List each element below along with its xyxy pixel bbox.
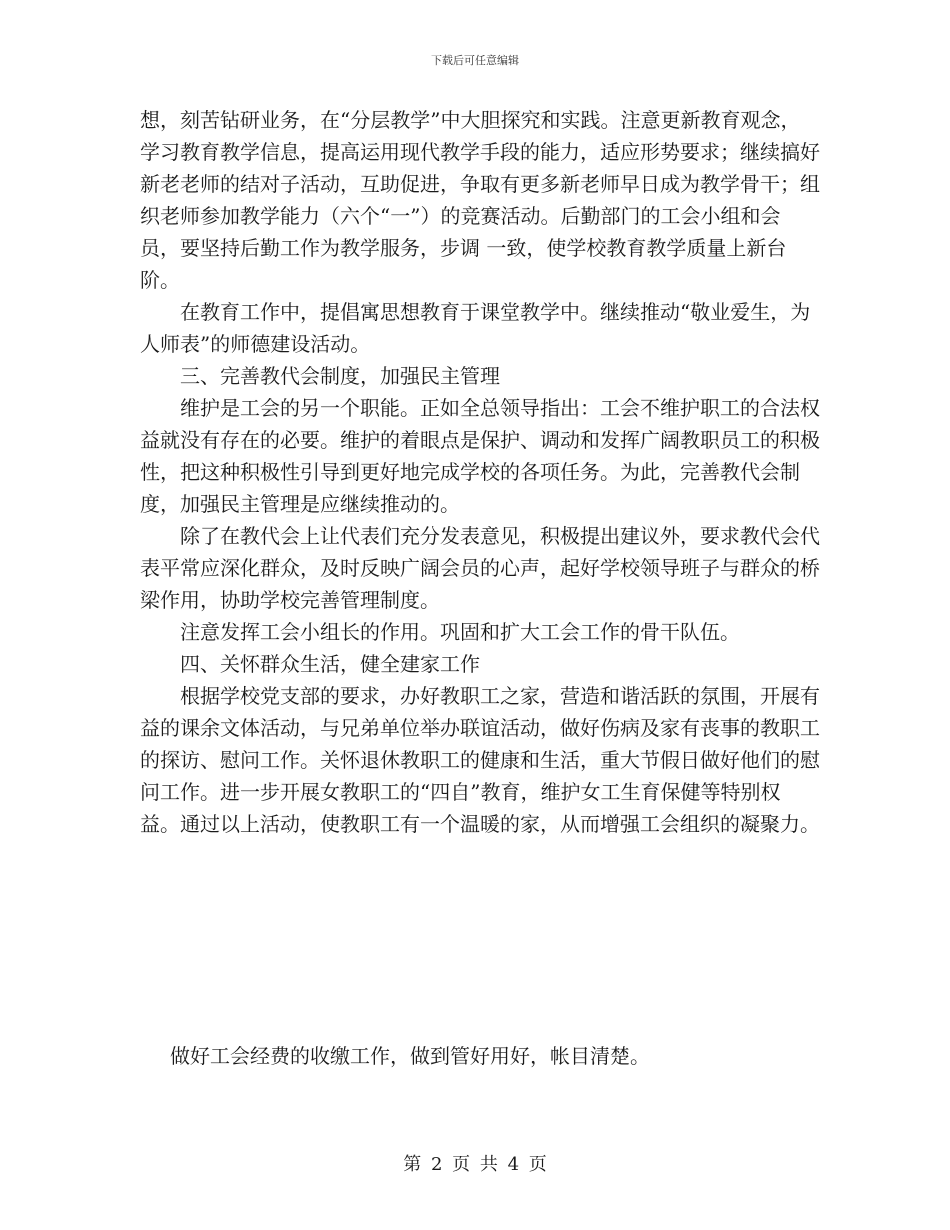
paragraph-group-leaders: 注意发挥工会小组长的作用。巩固和扩大工会工作的骨干队伍。 [180, 620, 740, 644]
paragraph-protection-role: 维护是工会的另一个职能。正如全总领导指出：工会不维护职工的合法权益就没有存在的必要。维护的着眼点是保护、调动和发挥广阔教职员工的积极性，把这种积极性引导到更好地完成学校的各项任务。为此，完善教代会制度，加强民主管理是应继续推动的。 [140, 396, 820, 516]
section-heading-4: 四、关怀群众生活，健全建家工作 [180, 652, 480, 676]
paragraph-congress-representatives: 除了在教代会上让代表们充分发表意见，积极提出建议外，要求教代会代表平常应深化群众，及时反映广阔会员的心声，起好学校领导班子与群众的桥梁作用，协助学校完善管理制度。 [140, 524, 820, 612]
page-number: 第 2 页 共 4 页 [403, 1154, 547, 1175]
paragraph-moral-education: 在教育工作中，提倡寓思想教育于课堂教学中。继续推动“敬业爱生，为人师表”的师德建设活动。 [140, 300, 811, 356]
paragraph-union-funds: 做好工会经费的收缴工作，做到管好用好，帐目清楚。 [170, 1044, 650, 1068]
paragraph-staff-welfare: 根据学校党支部的要求，办好教职工之家，营造和谐活跃的氛围，开展有益的课余文体活动，与兄弟单位举办联谊活动，做好伤病及家有丧事的教职工的探访、慰问工作。关怀退休教职工的健康和生活，重大节假日做好他们的慰问工作。进一步开展女教职工的“四自”教育，维护女工生育保健等特别权益。通过以上活动，使教职工有一个温暖的家，从而增强工会组织的凝聚力。 [140, 684, 820, 836]
paragraph-teaching-continuation: 想，刻苦钻研业务，在“分层教学”中大胆探究和实践。注意更新教育观念，学习教育教学信息，提高运用现代教学手段的能力，适应形势要求；继续搞好新老老师的结对子活动，互助促进，争取有更多新老师早日成为教学骨干；组织老师参加教学能力（六个“一”）的竞赛活动。后勤部门的工会小组和会员，要坚持后勤工作为教学服务，步调 一致，使学校教育教学质量上新台阶。 [140, 108, 820, 292]
page-header: 下载后可任意编辑 [431, 54, 519, 67]
section-heading-3: 三、完善教代会制度，加强民主管理 [180, 364, 500, 388]
document-body [140, 104, 820, 840]
